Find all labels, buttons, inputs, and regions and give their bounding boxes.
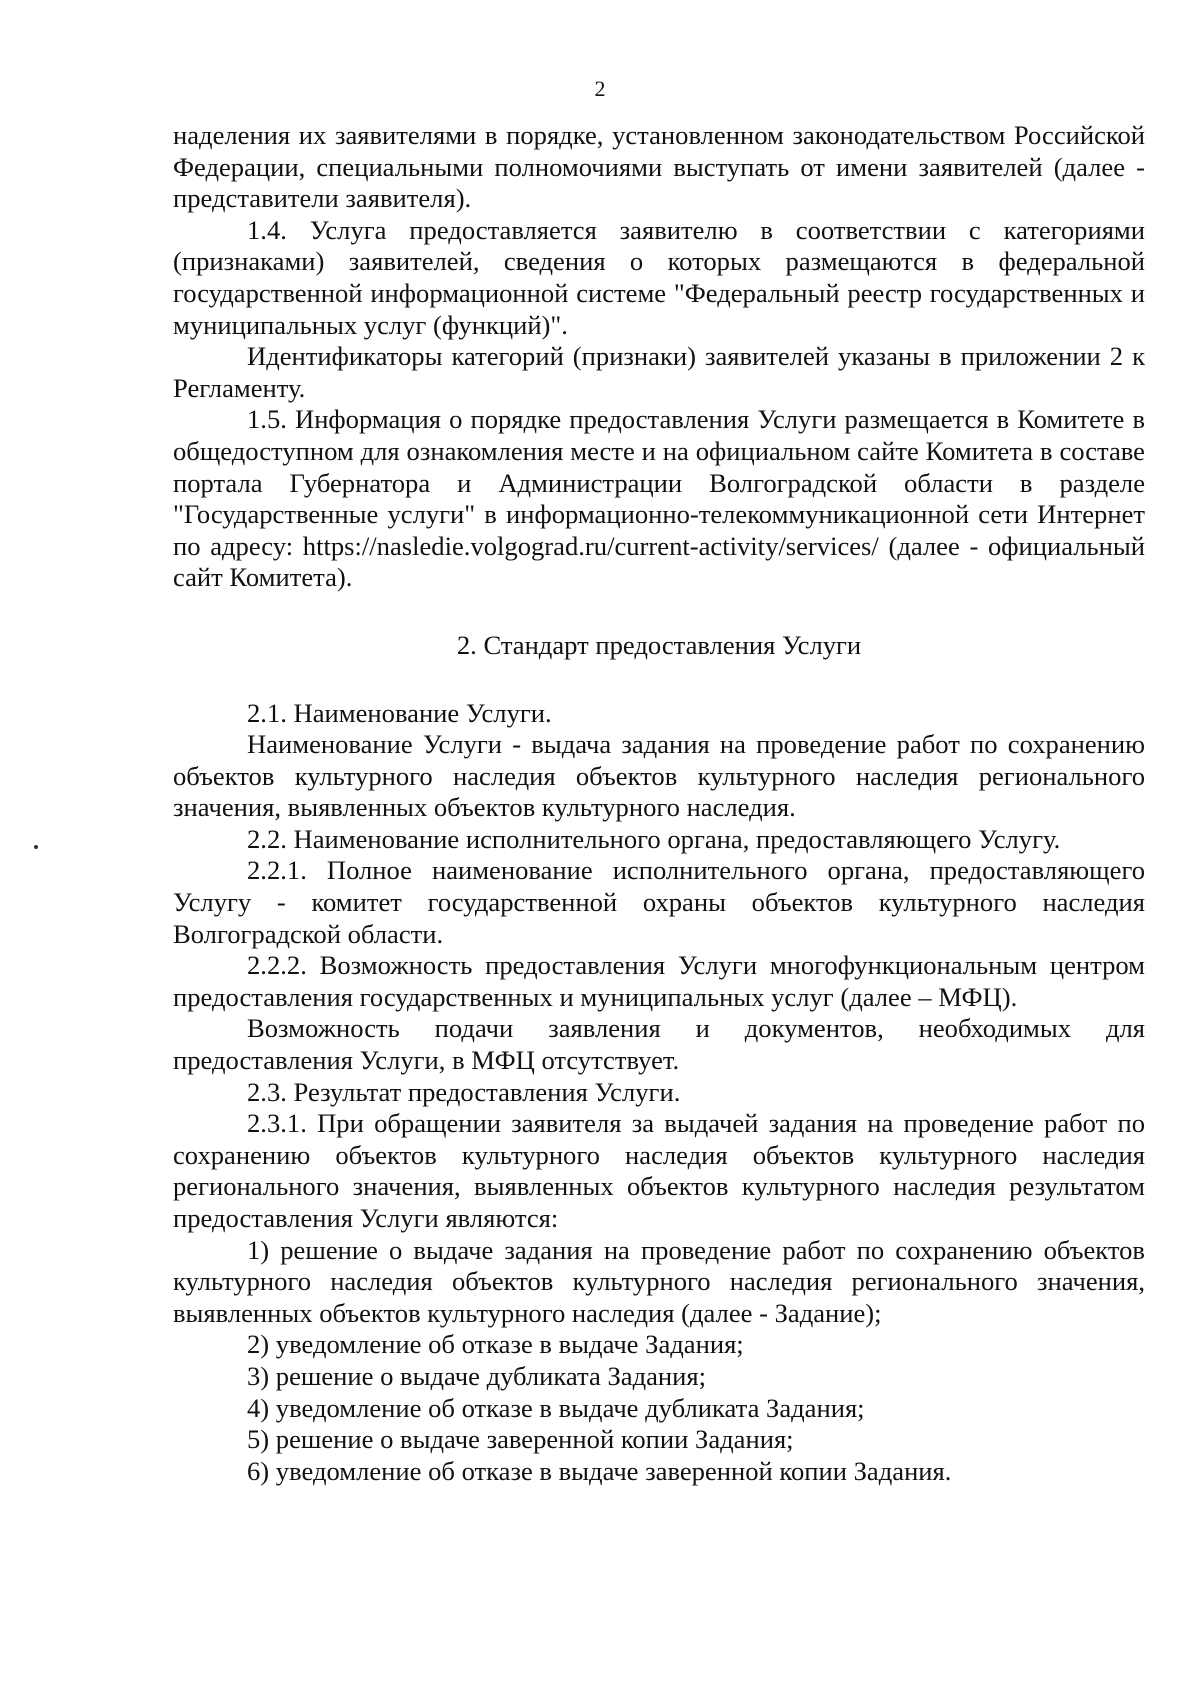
paragraph-mfc: Возможность подачи заявления и документов, необходимых для предоставления Услуги, в МФЦ отсутствует. — [173, 1013, 1145, 1076]
list-item-5: 5) решение о выдаче заверенной копии Задания; — [247, 1424, 794, 1455]
document-body — [173, 120, 1145, 1487]
page-number: 2 — [594, 76, 606, 101]
paragraph-service-name: Наименование Услуги - выдача задания на проведение работ по сохранению объектов культурного наследия объектов культурного наследия регионального значения, выявленных объектов культурного наследия. — [173, 729, 1145, 823]
list-item-2: 2) уведомление об отказе в выдаче Задания; — [247, 1329, 744, 1360]
section-heading: 2. Стандарт предоставления Услуги — [456, 629, 862, 660]
paragraph-continuation: наделения их заявителями в порядке, установленном законодательством Российской Федерации, специальными полномочиями выступать от имени заявителей (далее - представители заявителя). — [173, 120, 1145, 214]
paragraph-2-2: 2.2. Наименование исполнительного органа, предоставляющего Услугу. — [247, 823, 1061, 854]
list-item-1: 1) решение о выдаче задания на проведение работ по сохранению объектов культурного наследия объектов культурного наследия регионального значения, выявленных объектов культурного наследия (далее - Задание); — [173, 1234, 1145, 1328]
paragraph-identifiers: Идентификаторы категорий (признаки) заявителей указаны в приложении 2 к Регламенту. — [173, 341, 1145, 403]
paragraph-2-2-1: 2.2.1. Полное наименование исполнительного органа, предоставляющего Услугу - комитет государственной охраны объектов культурного наследия Волгоградской области. — [173, 855, 1145, 949]
list-item-3: 3) решение о выдаче дубликата Задания; — [247, 1360, 706, 1391]
scan-speck — [34, 845, 38, 849]
list-item-6: 6) уведомление об отказе в выдаче заверенной копии Задания. — [247, 1455, 952, 1486]
paragraph-2-3: 2.3. Результат предоставления Услуги. — [247, 1076, 681, 1107]
paragraph-1-4: 1.4. Услуга предоставляется заявителю в соответствии с категориями (признаками) заявителей, сведения о которых размещаются в федеральной государственной информационной системе "Федеральный реестр государственных и муниципальных услуг (функций)". — [173, 214, 1145, 340]
list-item-4: 4) уведомление об отказе в выдаче дубликата Задания; — [247, 1392, 865, 1423]
paragraph-2-1: 2.1. Наименование Услуги. — [247, 697, 552, 728]
paragraph-2-2-2: 2.2.2. Возможность предоставления Услуги многофункциональным центром предоставления государственных и муниципальных услуг (далее – МФЦ). — [173, 950, 1145, 1012]
paragraph-2-3-1: 2.3.1. При обращении заявителя за выдачей задания на проведение работ по сохранению объектов культурного наследия объектов культурного наследия регионального значения, выявленных объектов культурного наследия результатом предоставления Услуги являются: — [173, 1108, 1145, 1233]
paragraph-1-5: 1.5. Информация о порядке предоставления Услуги размещается в Комитете в общедоступном для ознакомления месте и на официальном сайте Комитета в составе портала Губернатора и Администрации Волгоградской области в разделе "Государственные услуги" в информационно-телекоммуникационной сети Интернет по адресу: https://nasledie.volgograd.ru/current-activity/services/ (далее - официальный сайт Комитета). — [173, 404, 1145, 593]
